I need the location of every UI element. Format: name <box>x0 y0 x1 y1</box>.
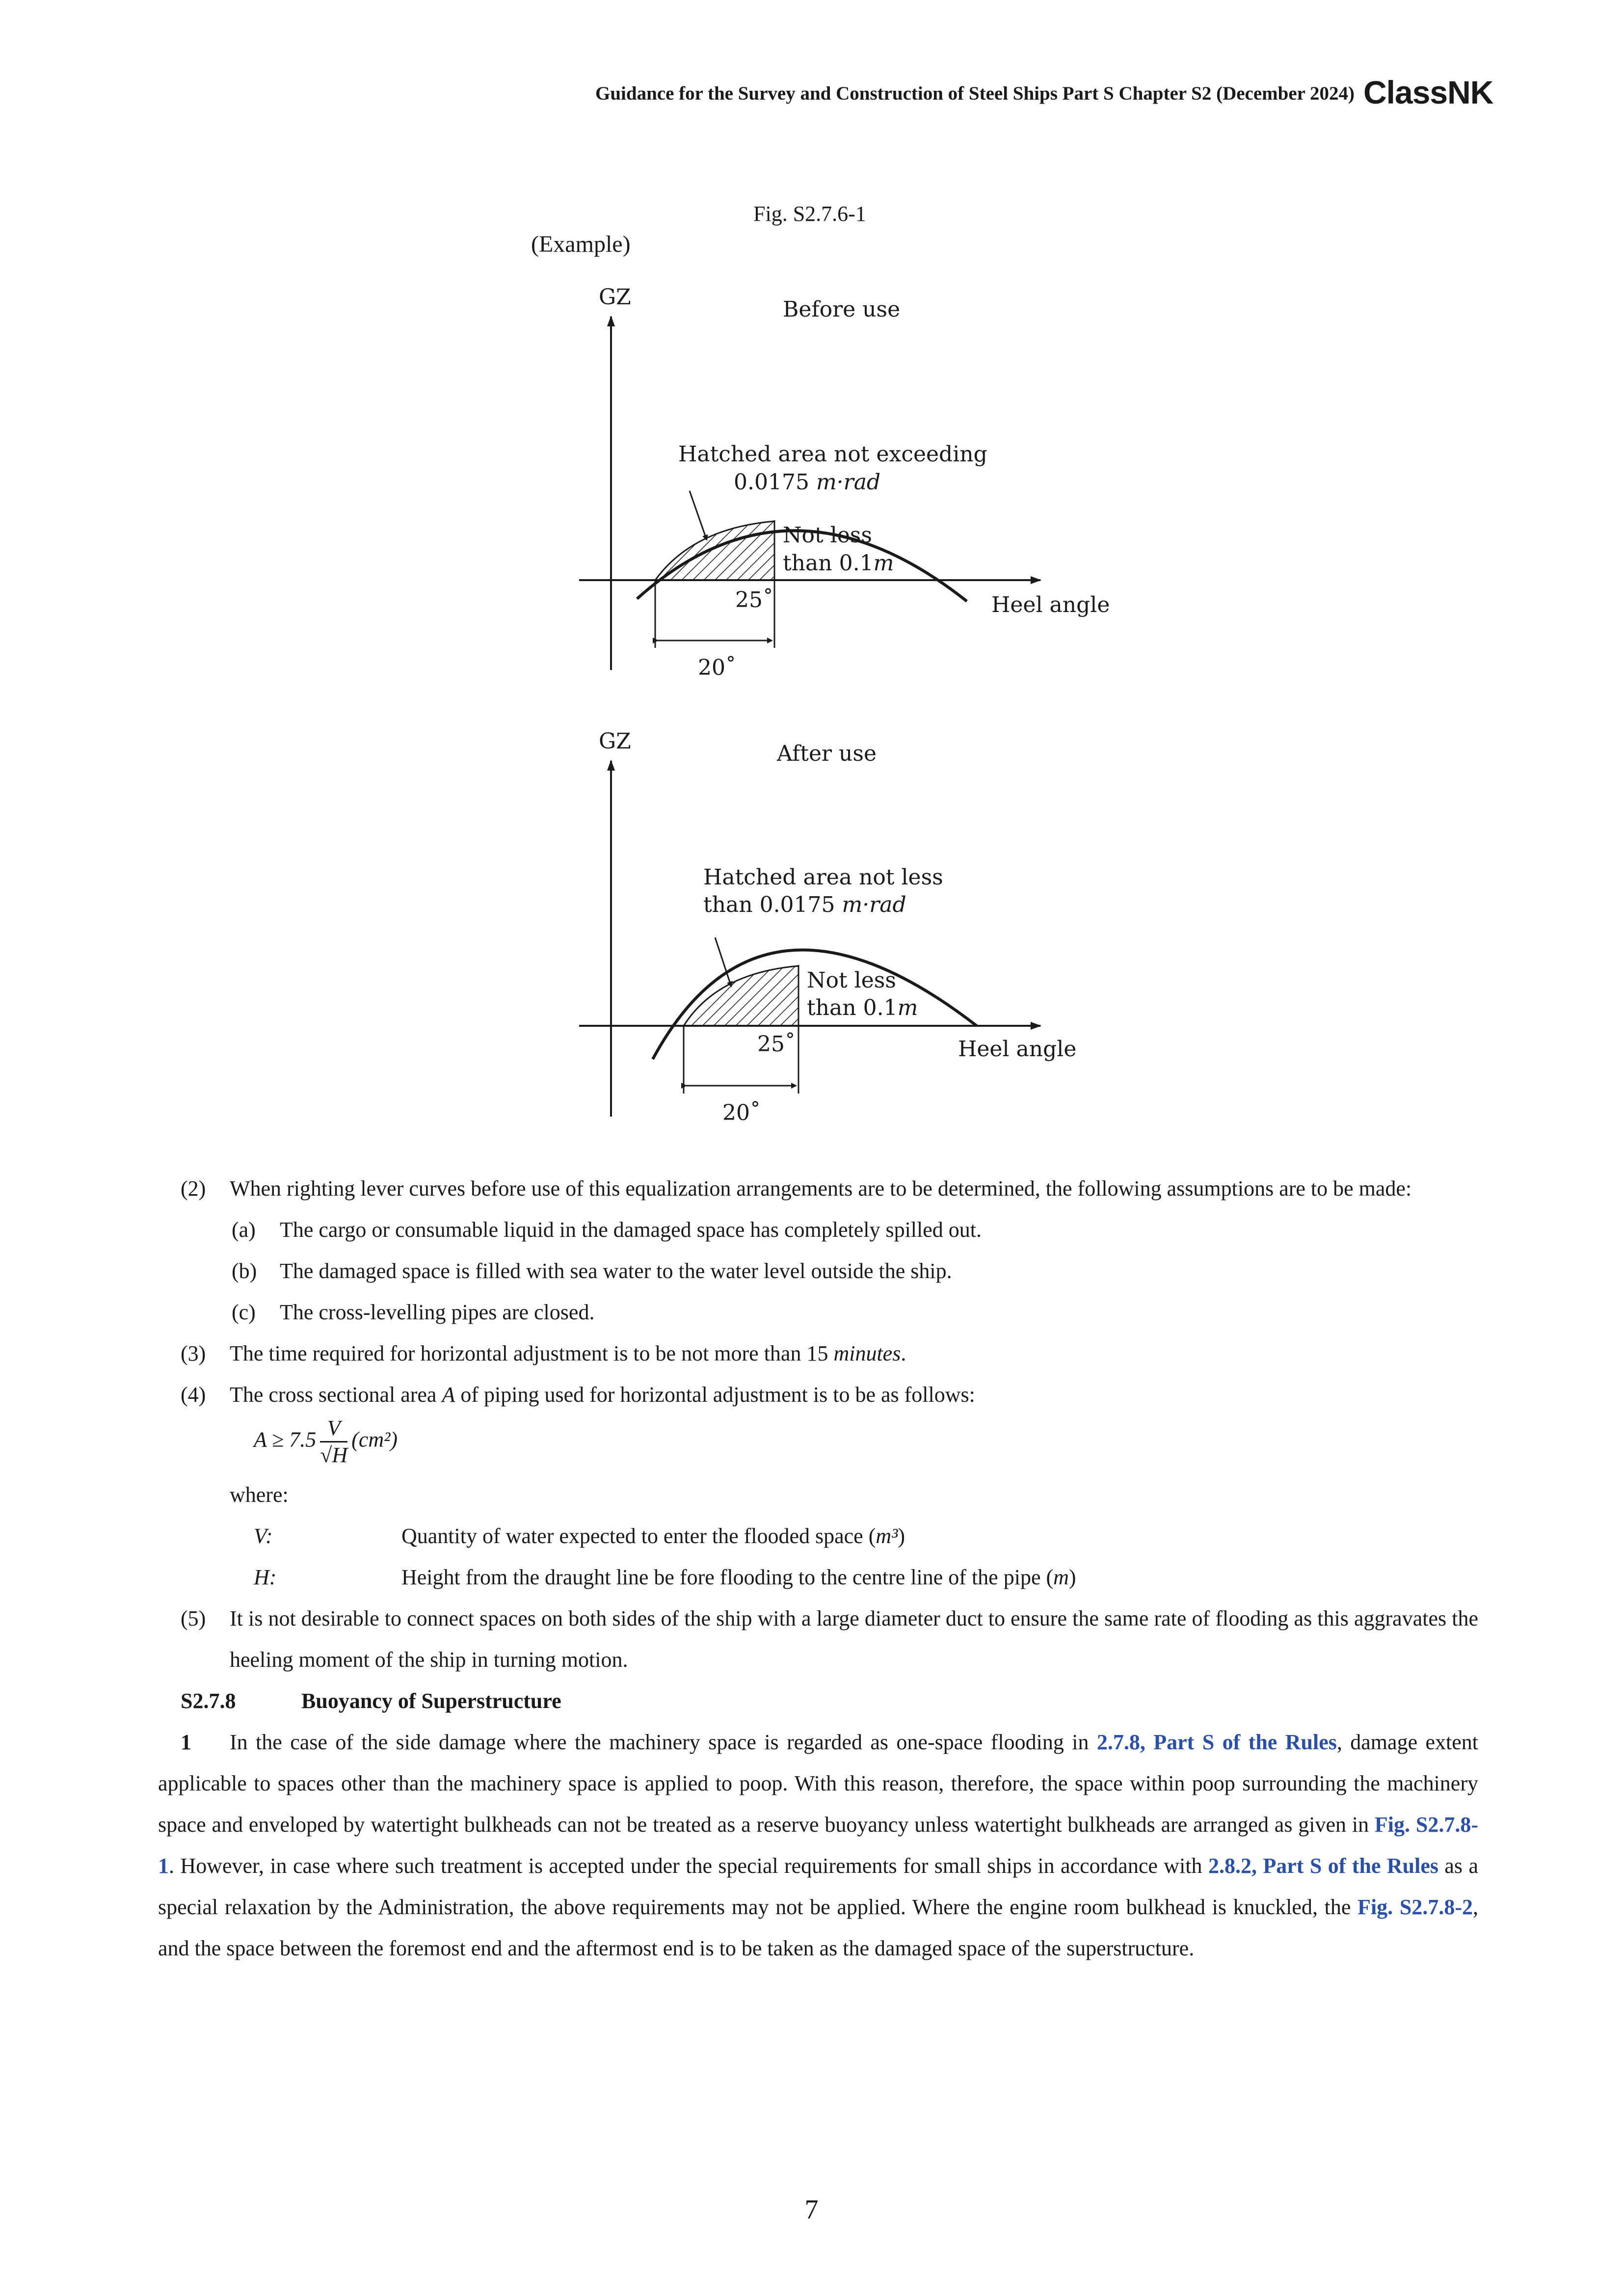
item-2c-number: (c) <box>232 1300 256 1324</box>
item-2b-text: The damaged space is filled with sea water to the water level outside the ship. <box>280 1259 952 1283</box>
formula-denominator: √H <box>320 1443 348 1467</box>
item-4-number: (4) <box>181 1383 206 1407</box>
item-4-text: The cross sectional area <box>230 1383 442 1407</box>
definition-v-unit: m³ <box>876 1524 898 1548</box>
before-heel-angle-label: Heel angle <box>991 592 1110 617</box>
before-gz-label: GZ <box>599 285 631 310</box>
paragraph-1-text-e: , and the space between the foremost end and the aftermost end is to be taken as the damaged space of the superstructure. <box>158 1895 1478 1960</box>
page-number: 7 <box>804 2194 819 2225</box>
after-angle-25: 25˚ <box>757 1032 796 1057</box>
item-3-text: The time required for horizontal adjustment is to be not more than 15 <box>230 1341 834 1365</box>
before-title: Before use <box>783 297 901 322</box>
item-3 <box>158 1333 1478 1374</box>
before-use-graph <box>579 285 1110 680</box>
after-area-label-1: Hatched area not less <box>703 865 943 890</box>
after-title: After use <box>777 741 877 766</box>
area-formula <box>158 1415 1478 1474</box>
item-2 <box>158 1168 1478 1209</box>
item-2c-text: The cross-levelling pipes are closed. <box>280 1300 595 1324</box>
item-3-end: . <box>901 1341 906 1365</box>
formula-fraction <box>320 1415 347 1468</box>
definition-v-symbol: V: <box>254 1524 273 1548</box>
item-5-number: (5) <box>181 1606 206 1630</box>
definition-h-symbol: H: <box>254 1565 277 1589</box>
item-2a <box>158 1209 1478 1251</box>
figure-note: (Example) <box>531 231 631 257</box>
before-angle-20: 20˚ <box>698 655 736 680</box>
paragraph-1-text-a: In the case of the side damage where the machinery space is regarded as one-space flooding in <box>230 1730 1097 1754</box>
definition-h-unit: m <box>1053 1565 1069 1589</box>
page-header: Guidance for the Survey and Construction of Steel Ships Part S Chapter S2 (December 2024) <box>595 83 1355 104</box>
after-gz-label: GZ <box>599 729 631 754</box>
before-gz-label-2: than 0.1m <box>783 551 894 576</box>
figure-caption: Fig. S2.7.6-1 <box>753 202 866 226</box>
paragraph-1 <box>158 1722 1478 1969</box>
before-area-pointer <box>690 491 707 540</box>
before-area-label-1: Hatched area not exceeding <box>678 442 987 467</box>
item-2-number: (2) <box>181 1176 206 1201</box>
item-2a-number: (a) <box>232 1218 256 1242</box>
section-heading <box>158 1681 1478 1722</box>
before-gz-label-1: Not less <box>783 523 872 548</box>
paragraph-1-text-c: . However, in case where such treatment is accepted under the special requirements for small ships in accordance with <box>169 1854 1208 1878</box>
before-area-label-2: 0.0175 m·rad <box>734 470 881 495</box>
section-number: S2.7.8 <box>181 1689 236 1713</box>
item-2b <box>158 1251 1478 1292</box>
item-2-text: When righting lever curves before use of this equalization arrangements are to be determined, the following assumptions are to be made: <box>230 1176 1412 1201</box>
figure-link-s2-7-8-2[interactable]: Fig. S2.7.8-2 <box>1357 1895 1473 1919</box>
item-4 <box>158 1374 1478 1415</box>
section-title: Buoyancy of Superstructure <box>301 1689 561 1713</box>
item-2a-text: The cargo or consumable liquid in the damaged space has completely spilled out. <box>280 1218 982 1242</box>
item-4-variable: A <box>442 1383 455 1407</box>
figure-link-s2-7-8-1[interactable]: Fig. S2.7.8-1 <box>158 1813 1478 1878</box>
formula-unit: (cm²) <box>351 1427 398 1452</box>
paragraph-1-number: 1 <box>181 1730 191 1754</box>
after-heel-angle-label: Heel angle <box>958 1037 1077 1062</box>
item-2c <box>158 1292 1478 1333</box>
formula-lhs: A ≥ 7.5 <box>254 1427 317 1452</box>
after-angle-20: 20˚ <box>722 1100 761 1125</box>
paragraph-1-text-b: , damage extent applicable to spaces other than the machinery space is applied to poop. With this reason, therefore, the space within poop surrounding the machinery space and enveloped by watertight bulkheads can not be treated as a reserve buoyancy unless watertight bulkheads are arranged as given in <box>158 1730 1479 1837</box>
after-gz-label-1: Not less <box>807 968 896 993</box>
where-label: where: <box>230 1483 289 1507</box>
item-3-unit: minutes <box>833 1341 901 1365</box>
definition-h-text: Height from the draught line be fore flooding to the centre line of the pipe ( <box>401 1565 1054 1589</box>
rules-link-2-7-8[interactable]: 2.7.8, Part S of the Rules <box>1096 1730 1337 1754</box>
gz-curve-diagram <box>564 275 1129 1139</box>
rules-link-2-8-2[interactable]: 2.8.2, Part S of the Rules <box>1208 1854 1438 1878</box>
before-angle-25: 25˚ <box>735 587 773 613</box>
item-4-text-end: of piping used for horizontal adjustment is to be as follows: <box>455 1383 975 1407</box>
item-3-number: (3) <box>181 1341 206 1365</box>
item-5-text: It is not desirable to connect spaces on both sides of the ship with a large diameter duct to ensure the same rate of flooding as this aggravates the heeling moment of the ship in turning motion. <box>230 1606 1478 1672</box>
after-use-graph <box>579 729 1076 1125</box>
definition-v-text: Quantity of water expected to enter the flooded space ( <box>401 1524 876 1548</box>
definition-v-end: ) <box>898 1524 905 1548</box>
definition-v <box>158 1516 1478 1557</box>
item-5 <box>158 1598 1478 1681</box>
after-hatched-area <box>684 966 798 1026</box>
classnk-logo: ClassNK <box>1363 74 1493 110</box>
definition-h <box>158 1557 1478 1598</box>
after-area-label-2: than 0.0175 m·rad <box>703 892 906 917</box>
item-2b-number: (b) <box>232 1259 257 1283</box>
definition-h-end: ) <box>1068 1565 1076 1589</box>
paragraph-1-text-d: as a special relaxation by the Administration, the above requirements may not be applied. Where the engine room bulkhead is knuckled, the <box>158 1854 1478 1919</box>
after-gz-label-2: than 0.1m <box>807 995 918 1020</box>
body-text <box>158 1168 1478 1969</box>
formula-numerator: V <box>320 1415 347 1442</box>
